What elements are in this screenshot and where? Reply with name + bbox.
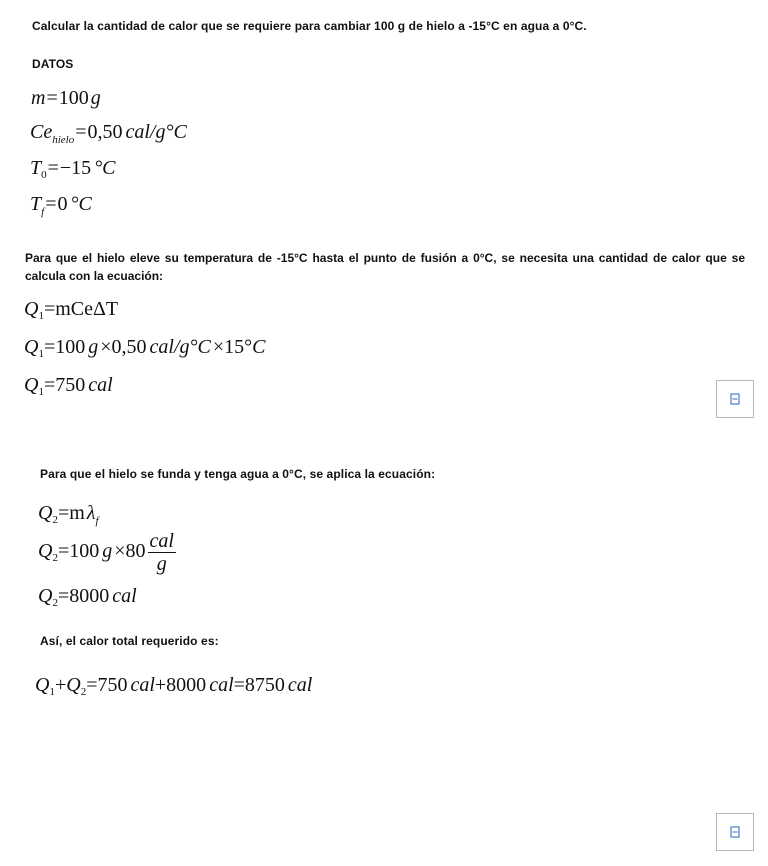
document-icon [730, 393, 740, 405]
equation-specific-heat: $Ce_{hielo}=0,50$ cal/g°C [30, 121, 187, 146]
fraction-cal-per-g: $\frac{\text{cal}}{g}$ [149, 530, 174, 575]
equation-q2-result: $Q_2=8000$ cal [38, 585, 137, 609]
problem-statement: Calcular la cantidad de calor que se requiere para cambiar 100 g de hielo a -15°C en agua a 0°C. [32, 19, 587, 33]
document-view-button-1[interactable] [716, 380, 754, 418]
equation-initial-temperature: $T_0=-15$ °C [30, 157, 116, 181]
equation-q1-formula: $Q_1=mCe\Delta T$ [24, 298, 119, 322]
datos-heading: DATOS [32, 57, 74, 71]
equation-q2-formula: $Q_2=m$ $\lambda_f$ [38, 502, 99, 527]
document-view-button-2[interactable] [716, 813, 754, 851]
equation-mass: m=100 g [31, 87, 101, 109]
total-paragraph: Así, el calor total requerido es: [40, 634, 219, 648]
step2-paragraph: Para que el hielo se funda y tenga agua a 0°C, se aplica la ecuación: [40, 467, 436, 481]
equation-q1-substitution: $Q_1=100$ g ×0,50 cal/g°C ×15°C [24, 336, 266, 360]
equation-q1-result: $Q_1=750$ cal [24, 374, 113, 398]
equation-final-temperature: $T_f=0$ °C [30, 193, 92, 218]
equation-q2-substitution: $Q_2=100$ g ×80 $\frac{\text{cal}}{g}$ [38, 530, 174, 575]
step1-paragraph: Para que el hielo eleve su temperatura de -15°C hasta el punto de fusión a 0°C, se necesita una cantidad de calor que se calcula con la ecuación: [25, 251, 745, 283]
document-icon [730, 826, 740, 838]
equation-total: $Q_1+Q_2=750$ cal+8000 cal=8750 cal [35, 674, 313, 698]
